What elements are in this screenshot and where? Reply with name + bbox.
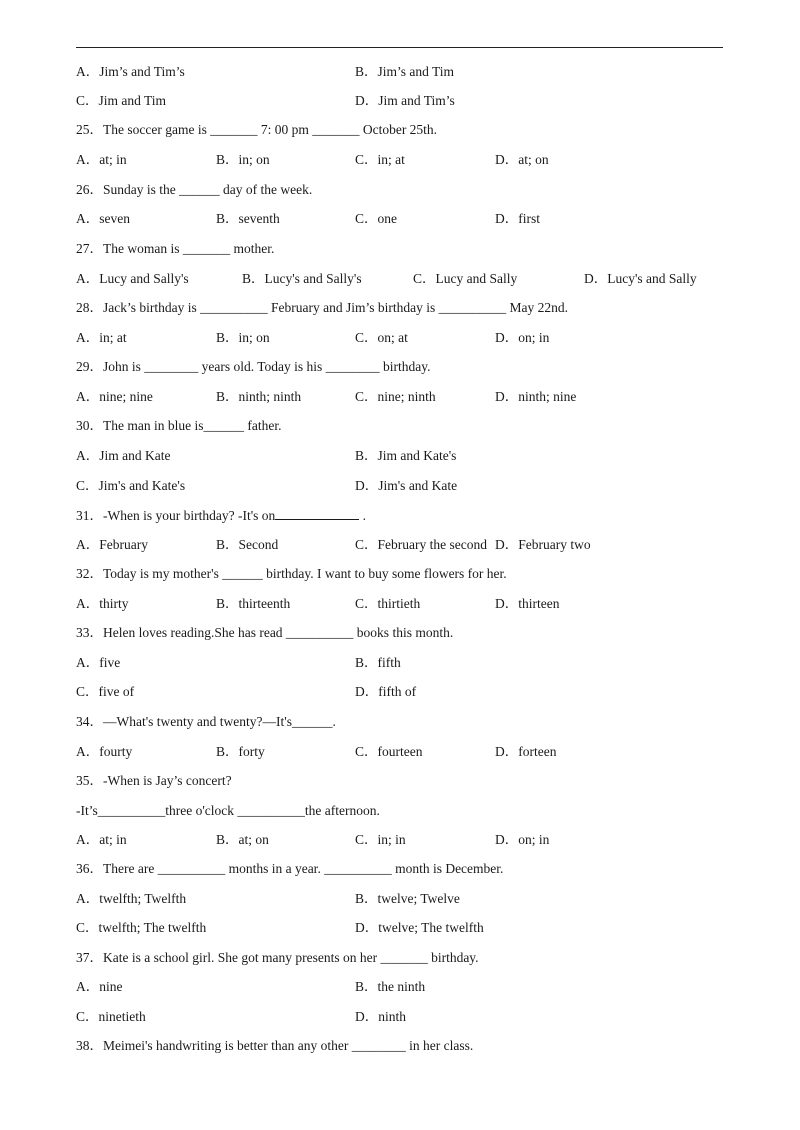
q35-stem-line2: -It’s__________three o'clock __________the afternoon.: [76, 803, 380, 818]
q35-option-c: C．in; in: [355, 832, 406, 847]
q25-option-a: A．at; in: [76, 152, 127, 167]
q31-stem-end: .: [359, 508, 367, 523]
q26-option-b: B．seventh: [216, 211, 280, 226]
q29-option-d: D．ninth; nine: [495, 389, 577, 404]
q31-option-d: D．February two: [495, 537, 591, 552]
q34-option-b: B．forty: [216, 744, 265, 759]
q30-option-c: C．Jim's and Kate's: [76, 478, 186, 493]
q28-option-d: D．on; in: [495, 330, 550, 345]
q33-option-c: C．five of: [76, 684, 135, 699]
q27-option-c: C．Lucy and Sally: [413, 271, 518, 286]
q32-option-a: A．thirty: [76, 596, 129, 611]
q36-option-a: A．twelfth; Twelfth: [76, 891, 187, 906]
q31-stem-text: 31．-When is your birthday? -It's on: [76, 508, 276, 523]
q32-stem: 32．Today is my mother's ______ birthday. I want to buy some flowers for her.: [76, 566, 507, 581]
q25-option-b: B．in; on: [216, 152, 270, 167]
q24-option-d: D．Jim and Tim’s: [355, 93, 455, 108]
q36-option-b: B．twelve; Twelve: [355, 891, 460, 906]
q24-option-a: A．Jim’s and Tim’s: [76, 64, 185, 79]
q34-option-a: A．fourty: [76, 744, 133, 759]
q25-option-d: D．at; on: [495, 152, 549, 167]
q32-option-c: C．thirtieth: [355, 596, 421, 611]
q28-option-a: A．in; at: [76, 330, 127, 345]
q35-stem: 35．-When is Jay’s concert?: [76, 773, 232, 788]
q30-option-a: A．Jim and Kate: [76, 448, 171, 463]
q26-stem: 26．Sunday is the ______ day of the week.: [76, 182, 313, 197]
q38-stem: 38．Meimei's handwriting is better than any other ________ in her class.: [76, 1038, 474, 1053]
q30-option-b: B．Jim and Kate's: [355, 448, 457, 463]
q37-option-d: D．ninth: [355, 1009, 407, 1024]
q32-option-b: B．thirteenth: [216, 596, 291, 611]
q24-option-c: C．Jim and Tim: [76, 93, 167, 108]
q31-option-a: A．February: [76, 537, 148, 552]
header-rule: [76, 47, 723, 48]
q33-stem: 33．Helen loves reading.She has read __________ books this month.: [76, 625, 454, 640]
q34-option-c: C．fourteen: [355, 744, 423, 759]
q26-option-c: C．one: [355, 211, 397, 226]
q27-option-d: D．Lucy's and Sally: [584, 271, 697, 286]
q31-stem: [76, 506, 366, 524]
q30-option-d: D．Jim's and Kate: [355, 478, 458, 493]
q36-option-c: C．twelfth; The twelfth: [76, 920, 207, 935]
q28-stem: 28．Jack’s birthday is __________ February and Jim’s birthday is __________ May 22nd.: [76, 300, 568, 315]
q29-option-b: B．ninth; ninth: [216, 389, 302, 404]
q37-option-b: B．the ninth: [355, 979, 426, 994]
q24-option-b: B．Jim’s and Tim: [355, 64, 455, 79]
q37-option-c: C．ninetieth: [76, 1009, 146, 1024]
q29-option-c: C．nine; ninth: [355, 389, 436, 404]
q35-option-d: D．on; in: [495, 832, 550, 847]
q36-stem: 36．There are __________ months in a year. __________ month is December.: [76, 861, 504, 876]
q35-option-b: B．at; on: [216, 832, 269, 847]
q29-option-a: A．nine; nine: [76, 389, 153, 404]
q27-option-b: B．Lucy's and Sally's: [242, 271, 362, 286]
q25-stem: 25．The soccer game is _______ 7: 00 pm _______ October 25th.: [76, 122, 438, 137]
q29-stem: 29．John is ________ years old. Today is his ________ birthday.: [76, 359, 431, 374]
q31-option-c: C．February the second: [355, 537, 487, 552]
q34-option-d: D．forteen: [495, 744, 557, 759]
q34-stem: 34．—What's twenty and twenty?—It's______.: [76, 714, 336, 729]
q37-stem: 37．Kate is a school girl. She got many presents on her _______ birthday.: [76, 950, 479, 965]
q33-option-a: A．five: [76, 655, 121, 670]
q35-option-a: A．at; in: [76, 832, 127, 847]
q28-option-b: B．in; on: [216, 330, 270, 345]
q31-answer-blank: [275, 506, 359, 520]
q33-option-d: D．fifth of: [355, 684, 417, 699]
q27-option-a: A．Lucy and Sally's: [76, 271, 189, 286]
q31-option-b: B．Second: [216, 537, 279, 552]
q30-stem: 30．The man in blue is______ father.: [76, 418, 282, 433]
q26-option-d: D．first: [495, 211, 540, 226]
q27-stem: 27．The woman is _______ mother.: [76, 241, 275, 256]
q26-option-a: A．seven: [76, 211, 130, 226]
q36-option-d: D．twelve; The twelfth: [355, 920, 484, 935]
q25-option-c: C．in; at: [355, 152, 405, 167]
q32-option-d: D．thirteen: [495, 596, 560, 611]
q28-option-c: C．on; at: [355, 330, 408, 345]
q37-option-a: A．nine: [76, 979, 123, 994]
q33-option-b: B．fifth: [355, 655, 401, 670]
